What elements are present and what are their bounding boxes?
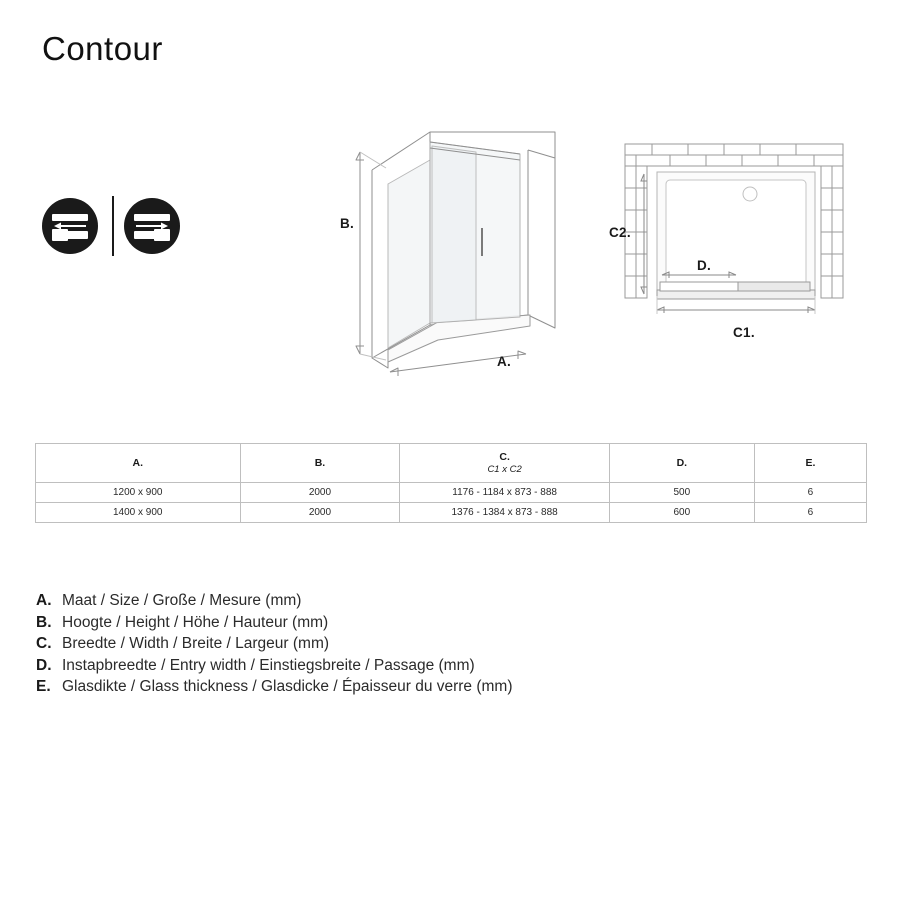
table-header-b (240, 444, 400, 483)
legend-text-b: Hoogte / Height / Höhe / Hauteur (mm) (62, 613, 329, 631)
icon-divider (112, 196, 114, 256)
legend-text-a: Maat / Size / Große / Mesure (mm) (62, 592, 302, 609)
slide-right-icon (124, 198, 180, 254)
perspective-drawing (330, 110, 580, 385)
legend-key-b: B. (36, 613, 52, 631)
cell-entry-width: 500 (609, 483, 754, 503)
spec-table (35, 443, 867, 523)
label-a: A. (497, 354, 512, 369)
table-row (36, 503, 867, 523)
legend-text-e: Glasdikte / Glass thickness / Glasdicke / Épaisseur du verre (mm) (62, 678, 513, 695)
slide-left-icon (42, 198, 98, 254)
table-header-e-label: E. (805, 456, 816, 469)
cell-glass-thickness: 6 (754, 503, 866, 523)
cell-width: 1376 - 1384 x 873 - 888 (400, 503, 609, 523)
table-header-c-sub: C1 x C2 (487, 464, 522, 475)
table-header-e (754, 444, 866, 483)
legend-item-b (36, 612, 513, 634)
table-header-b-label: B. (314, 456, 326, 469)
legend-key-c: C. (36, 635, 52, 652)
page-title: Contour (42, 30, 163, 67)
legend-item-a (36, 590, 513, 612)
cell-size: 1400 x 900 (36, 503, 241, 523)
cell-height: 2000 (240, 483, 400, 503)
table-header-c (400, 444, 609, 483)
legend-item-e (36, 676, 513, 698)
table-header-a (36, 444, 241, 483)
label-d: D. (697, 258, 712, 273)
cell-glass-thickness: 6 (754, 483, 866, 503)
legend-text-c: Breedte / Width / Breite / Largeur (mm) (62, 635, 330, 652)
legend-item-c (36, 633, 513, 655)
legend-key-a: A. (36, 592, 52, 609)
table-header-d (609, 444, 754, 483)
table-header-d-label: D. (676, 456, 688, 469)
table-header-c-label: C. (499, 451, 510, 463)
table-header-row (36, 444, 867, 483)
table-row (36, 483, 867, 503)
legend-key-d: D. (36, 656, 52, 674)
legend-key-e: E. (36, 678, 51, 695)
label-c1: C1. (733, 325, 755, 340)
table-header-a-label: A. (132, 456, 143, 469)
label-c2: C2. (609, 225, 631, 240)
cell-width: 1176 - 1184 x 873 - 888 (400, 483, 609, 503)
legend-text-d: Instapbreedte / Entry width / Einstiegsbreite / Passage (mm) (62, 656, 475, 674)
cell-height: 2000 (240, 503, 400, 523)
legend (36, 590, 513, 698)
plan-drawing (600, 130, 860, 335)
label-b: B. (340, 216, 355, 231)
legend-item-d (36, 655, 513, 677)
cell-entry-width: 600 (609, 503, 754, 523)
cell-size: 1200 x 900 (36, 483, 241, 503)
direction-icons (42, 196, 192, 258)
